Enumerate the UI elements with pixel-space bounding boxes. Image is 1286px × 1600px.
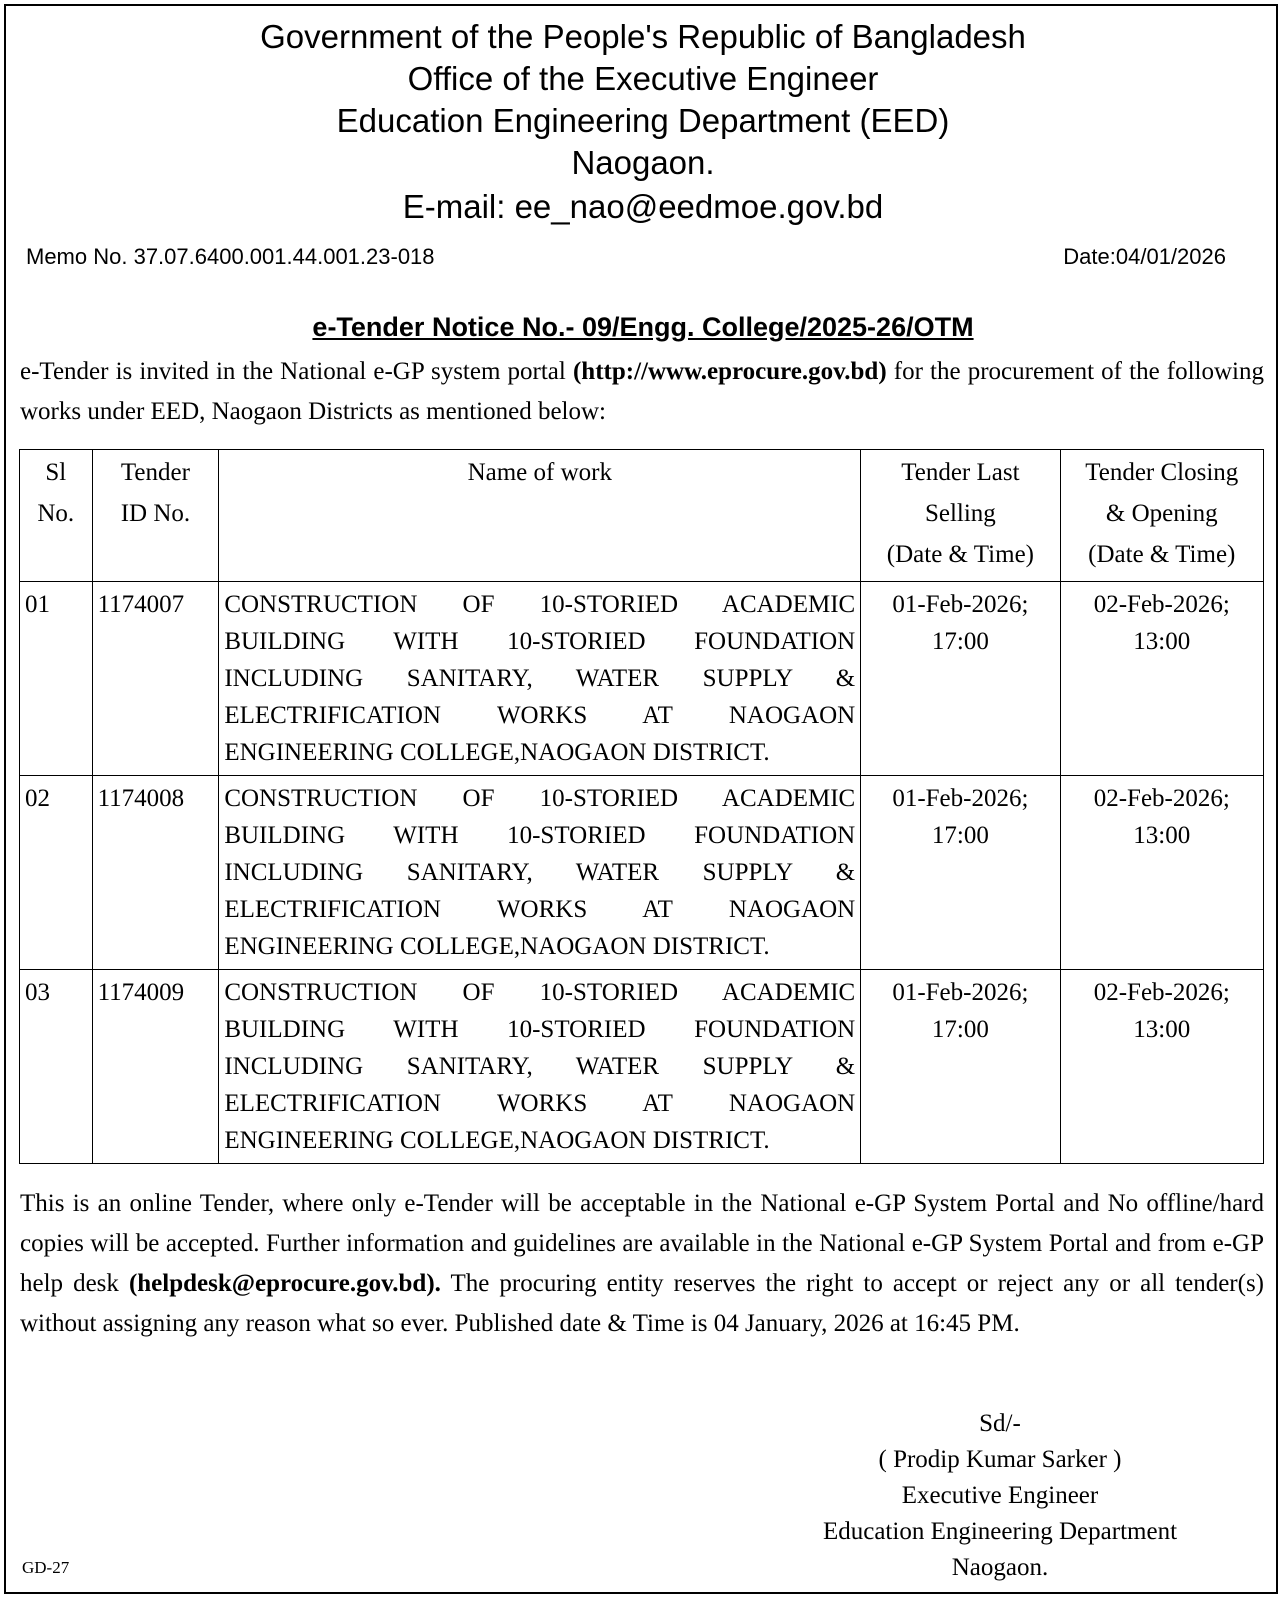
header-sl-no: Sl No. (20, 450, 93, 582)
row-work-name: CONSTRUCTION OF 10-STORIED ACADEMIC BUILDING WITH 10-STORIED FOUNDATION INCLUDING SANITARY, WATER SUPPLY & ELECTRIFICATION WORKS AT NAOGAON ENGINEERING COLLEGE,NAOGAON DISTRICT. (219, 776, 861, 970)
table-row (20, 582, 1264, 776)
office-name: Office of the Executive Engineer (407, 60, 879, 97)
header-last-selling: Tender Last Selling (Date & Time) (861, 450, 1060, 582)
row-last-selling: 01-Feb-2026; 17:00 (861, 776, 1060, 970)
row-work-name: CONSTRUCTION OF 10-STORIED ACADEMIC BUILDING WITH 10-STORIED FOUNDATION INCLUDING SANITARY, WATER SUPPLY & ELECTRIFICATION WORKS AT NAOGAON ENGINEERING COLLEGE,NAOGAON DISTRICT. (219, 970, 861, 1164)
table-header-row (20, 450, 1264, 582)
helpdesk-email: (helpdesk@eprocure.gov.bd). (128, 1270, 441, 1297)
memo-number: Memo No. 37.07.6400.001.44.001.23-018 (26, 244, 435, 269)
portal-url: (http://www.eprocure.gov.bd) (572, 358, 887, 385)
row-sl-no: 03 (20, 970, 93, 1164)
row-work-name: CONSTRUCTION OF 10-STORIED ACADEMIC BUILDING WITH 10-STORIED FOUNDATION INCLUDING SANITARY, WATER SUPPLY & ELECTRIFICATION WORKS AT NAOGAON ENGINEERING COLLEGE,NAOGAON DISTRICT. (219, 582, 861, 776)
government-name: Government of the People's Republic of Bangladesh (260, 18, 1026, 55)
office-location: Naogaon. (571, 144, 715, 181)
terms-text-start: This is an online Tender, where only e-Tender will be acceptable in the National e-GP System Portal and No offline/hard copies will be accepted. Further information and guidelines are available in the National e-GP System Portal and from e-GP help desk (20, 1190, 1264, 1297)
signed-mark: Sd/- (979, 1410, 1021, 1437)
row-closing-opening: 02-Feb-2026; 13:00 (1060, 776, 1263, 970)
row-sl-no: 02 (20, 776, 93, 970)
form-code: GD-27 (22, 1558, 70, 1577)
terms-paragraph (20, 1184, 1264, 1344)
row-last-selling: 01-Feb-2026; 17:00 (861, 970, 1060, 1164)
intro-paragraph (20, 352, 1264, 432)
office-email: E-mail: ee_nao@eedmoe.gov.bd (402, 188, 884, 225)
signature-block (770, 1406, 1230, 1586)
table-row (20, 970, 1264, 1164)
intro-text-end: for the procurement of the following works under EED, Naogaon Districts as mentioned below: (20, 358, 1265, 425)
row-closing-opening: 02-Feb-2026; 13:00 (1060, 582, 1263, 776)
row-tender-id: 1174007 (92, 582, 219, 776)
row-tender-id: 1174008 (92, 776, 219, 970)
row-closing-opening: 02-Feb-2026; 13:00 (1060, 970, 1263, 1164)
table-row (20, 776, 1264, 970)
department-name: Education Engineering Department (EED) (336, 102, 950, 139)
header-tender-id: Tender ID No. (92, 450, 219, 582)
signatory-department: Education Engineering Department (822, 1518, 1178, 1545)
header-closing-opening: Tender Closing & Opening (Date & Time) (1060, 450, 1263, 582)
row-sl-no: 01 (20, 582, 93, 776)
notice-title: e-Tender Notice No.- 09/Engg. College/2025-26/OTM (312, 312, 974, 342)
intro-text-start: e-Tender is invited in the National e-GP system portal (20, 358, 573, 385)
header-name-of-work: Name of work (219, 450, 861, 582)
letterhead (0, 16, 1286, 228)
row-tender-id: 1174009 (92, 970, 219, 1164)
signatory-location: Naogaon. (951, 1554, 1049, 1581)
tender-table (19, 449, 1264, 1164)
signatory-title: Executive Engineer (901, 1482, 1099, 1509)
notice-date: Date:04/01/2026 (1063, 244, 1226, 269)
row-last-selling: 01-Feb-2026; 17:00 (861, 582, 1060, 776)
terms-text-end: The procuring entity reserves the right to accept or reject any or all tender(s) without assigning any reason what so ever. Published date & Time is 04 January, 2026 at 16:45 PM. (20, 1270, 1264, 1337)
signatory-name: ( Prodip Kumar Sarker ) (878, 1446, 1122, 1473)
